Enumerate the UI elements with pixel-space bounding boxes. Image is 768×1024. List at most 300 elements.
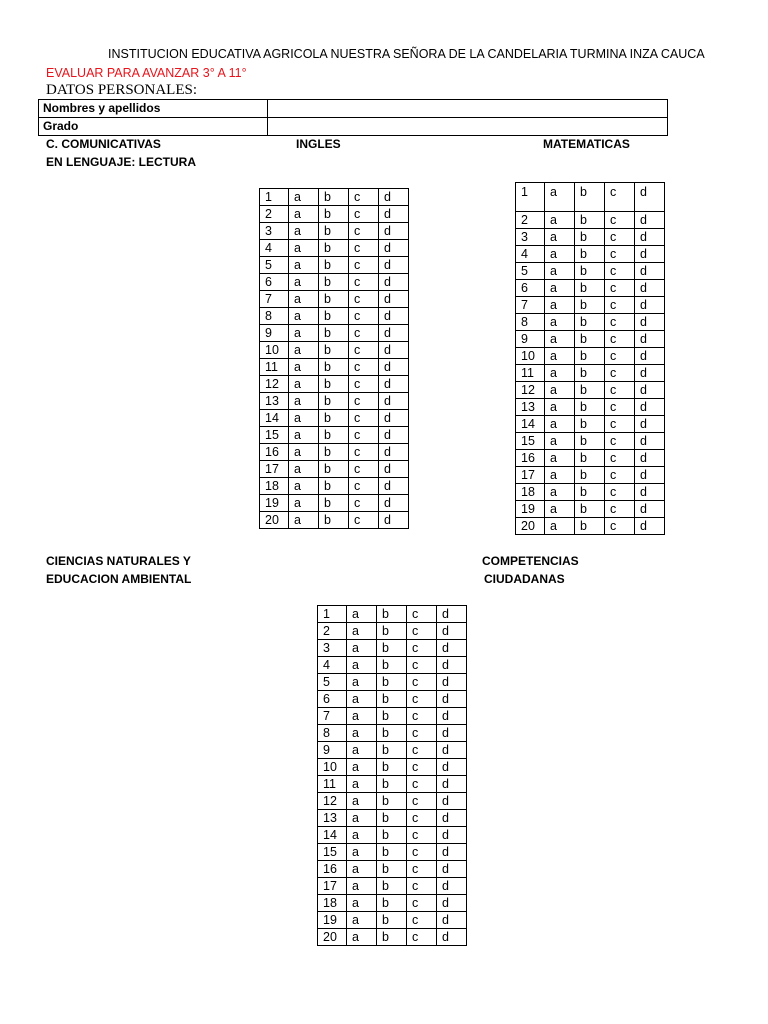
answer-option-a[interactable]: a	[347, 861, 377, 878]
answer-option-c[interactable]: c	[349, 393, 379, 410]
answer-option-b[interactable]: b	[575, 212, 605, 229]
answer-option-d[interactable]: d	[379, 342, 409, 359]
answer-option-a[interactable]: a	[347, 844, 377, 861]
section-label-matematicas: MATEMATICAS	[543, 137, 630, 151]
answer-option-c[interactable]: c	[407, 759, 437, 776]
answer-option-c[interactable]: c	[349, 495, 379, 512]
answer-option-a[interactable]: a	[545, 280, 575, 297]
answer-option-b[interactable]: b	[575, 416, 605, 433]
answer-option-b[interactable]: b	[319, 410, 349, 427]
answer-option-a[interactable]: a	[347, 674, 377, 691]
question-number: 7	[318, 708, 347, 725]
answer-option-b[interactable]: b	[377, 674, 407, 691]
answer-option-b[interactable]: b	[377, 691, 407, 708]
answer-option-b[interactable]: b	[377, 657, 407, 674]
answer-option-b[interactable]: b	[575, 246, 605, 263]
answer-option-d[interactable]: d	[379, 308, 409, 325]
answer-option-b[interactable]: b	[319, 512, 349, 529]
question-number: 16	[318, 861, 347, 878]
answer-option-d[interactable]: d	[635, 263, 665, 280]
answer-option-d[interactable]: d	[437, 776, 467, 793]
answer-option-d[interactable]: d	[379, 376, 409, 393]
answer-option-b[interactable]: b	[319, 495, 349, 512]
question-row	[516, 280, 665, 297]
answer-option-c[interactable]: c	[407, 674, 437, 691]
answer-option-a[interactable]: a	[289, 342, 319, 359]
question-number: 9	[516, 331, 545, 348]
answer-option-c[interactable]: c	[407, 742, 437, 759]
question-row	[516, 229, 665, 246]
question-row	[318, 708, 467, 725]
answer-option-a[interactable]: a	[347, 606, 377, 623]
answer-option-d[interactable]: d	[437, 657, 467, 674]
question-number: 13	[318, 810, 347, 827]
answer-option-b[interactable]: b	[319, 359, 349, 376]
question-number: 16	[260, 444, 289, 461]
answer-option-d[interactable]: d	[379, 495, 409, 512]
answer-option-c[interactable]: c	[349, 206, 379, 223]
answer-option-d[interactable]: d	[635, 365, 665, 382]
answer-option-c[interactable]: c	[407, 827, 437, 844]
answer-option-a[interactable]: a	[545, 263, 575, 280]
answer-option-b[interactable]: b	[575, 263, 605, 280]
answer-option-c[interactable]: c	[349, 461, 379, 478]
answer-option-b[interactable]: b	[575, 314, 605, 331]
answer-option-c[interactable]: c	[349, 240, 379, 257]
answer-option-d[interactable]: d	[379, 223, 409, 240]
answer-option-b[interactable]: b	[319, 206, 349, 223]
answer-option-b[interactable]: b	[377, 895, 407, 912]
question-number: 12	[516, 382, 545, 399]
answer-option-c[interactable]: c	[407, 912, 437, 929]
answer-option-d[interactable]: d	[635, 433, 665, 450]
answer-option-a[interactable]: a	[347, 708, 377, 725]
question-row	[260, 376, 409, 393]
grade-field[interactable]	[268, 118, 668, 136]
answer-option-a[interactable]: a	[545, 416, 575, 433]
answer-option-a[interactable]: a	[545, 382, 575, 399]
answer-option-a[interactable]: a	[545, 229, 575, 246]
answer-option-c[interactable]: c	[605, 246, 635, 263]
answer-option-d[interactable]: d	[437, 640, 467, 657]
answer-option-a[interactable]: a	[347, 878, 377, 895]
answer-option-b[interactable]: b	[319, 274, 349, 291]
answer-option-d[interactable]: d	[437, 861, 467, 878]
personal-data-table	[38, 99, 668, 136]
question-number: 5	[318, 674, 347, 691]
answer-option-b[interactable]: b	[377, 793, 407, 810]
answer-option-c[interactable]: c	[407, 640, 437, 657]
answer-option-b[interactable]: b	[377, 742, 407, 759]
answer-option-b[interactable]: b	[377, 827, 407, 844]
answer-option-a[interactable]: a	[545, 331, 575, 348]
answer-option-c[interactable]: c	[605, 331, 635, 348]
answer-sheet-ciencias	[317, 605, 467, 946]
answer-option-d[interactable]: d	[379, 274, 409, 291]
answer-option-a[interactable]: a	[347, 895, 377, 912]
question-number: 9	[260, 325, 289, 342]
question-row	[318, 912, 467, 929]
answer-option-a[interactable]: a	[289, 325, 319, 342]
answer-option-a[interactable]: a	[545, 450, 575, 467]
question-number: 5	[516, 263, 545, 280]
answer-option-d[interactable]: d	[437, 691, 467, 708]
question-number: 14	[260, 410, 289, 427]
answer-option-d[interactable]: d	[635, 297, 665, 314]
answer-option-c[interactable]: c	[605, 501, 635, 518]
answer-option-d[interactable]: d	[379, 325, 409, 342]
answer-option-d[interactable]: d	[437, 929, 467, 946]
answer-option-a[interactable]: a	[545, 501, 575, 518]
answer-option-d[interactable]: d	[635, 416, 665, 433]
answer-option-d[interactable]: d	[379, 189, 409, 206]
answer-option-c[interactable]: c	[349, 512, 379, 529]
answer-option-c[interactable]: c	[407, 606, 437, 623]
answer-option-d[interactable]: d	[437, 674, 467, 691]
answer-option-b[interactable]: b	[319, 478, 349, 495]
question-row	[260, 308, 409, 325]
answer-option-b[interactable]: b	[575, 229, 605, 246]
answer-option-a[interactable]: a	[347, 912, 377, 929]
answer-option-d[interactable]: d	[379, 478, 409, 495]
answer-option-a[interactable]: a	[545, 246, 575, 263]
answer-option-c[interactable]: c	[605, 484, 635, 501]
answer-option-c[interactable]: c	[349, 308, 379, 325]
question-number: 2	[318, 623, 347, 640]
answer-option-d[interactable]: d	[379, 291, 409, 308]
answer-option-a[interactable]: a	[289, 393, 319, 410]
answer-option-b[interactable]: b	[575, 365, 605, 382]
question-number: 13	[260, 393, 289, 410]
answer-option-b[interactable]: b	[319, 308, 349, 325]
answer-option-b[interactable]: b	[377, 844, 407, 861]
answer-option-d[interactable]: d	[437, 606, 467, 623]
answer-option-b[interactable]: b	[575, 501, 605, 518]
answer-option-c[interactable]: c	[605, 212, 635, 229]
question-row	[516, 263, 665, 280]
answer-option-a[interactable]: a	[545, 399, 575, 416]
question-number: 16	[516, 450, 545, 467]
answer-option-b[interactable]: b	[575, 382, 605, 399]
answer-option-b[interactable]: b	[319, 325, 349, 342]
answer-option-d[interactable]: d	[437, 827, 467, 844]
answer-option-b[interactable]: b	[377, 861, 407, 878]
answer-option-c[interactable]: c	[605, 518, 635, 535]
question-number: 7	[516, 297, 545, 314]
question-number: 13	[516, 399, 545, 416]
answer-option-a[interactable]: a	[347, 759, 377, 776]
question-row	[318, 657, 467, 674]
answer-option-a[interactable]: a	[289, 223, 319, 240]
answer-option-d[interactable]: d	[437, 759, 467, 776]
answer-option-a[interactable]: a	[347, 929, 377, 946]
answer-option-b[interactable]: b	[377, 878, 407, 895]
answer-option-c[interactable]: c	[407, 878, 437, 895]
answer-option-a[interactable]: a	[289, 240, 319, 257]
answer-option-c[interactable]: c	[349, 325, 379, 342]
answer-option-d[interactable]: d	[635, 314, 665, 331]
answer-option-a[interactable]: a	[289, 512, 319, 529]
answer-option-b[interactable]: b	[575, 433, 605, 450]
question-number: 4	[516, 246, 545, 263]
answer-option-c[interactable]: c	[605, 314, 635, 331]
question-number: 4	[318, 657, 347, 674]
answer-option-b[interactable]: b	[319, 461, 349, 478]
answer-option-b[interactable]: b	[575, 399, 605, 416]
answer-option-b[interactable]: b	[575, 297, 605, 314]
answer-option-c[interactable]: c	[349, 223, 379, 240]
answer-option-b[interactable]: b	[377, 623, 407, 640]
grade-label: Grado	[39, 118, 268, 136]
question-number: 3	[318, 640, 347, 657]
answer-option-c[interactable]: c	[605, 348, 635, 365]
answer-option-a[interactable]: a	[545, 518, 575, 535]
answer-option-d[interactable]: d	[379, 206, 409, 223]
answer-option-d[interactable]: d	[635, 450, 665, 467]
question-number: 10	[318, 759, 347, 776]
answer-option-d[interactable]: d	[379, 461, 409, 478]
section-label-ingles: INGLES	[296, 137, 341, 151]
answer-option-a[interactable]: a	[289, 308, 319, 325]
answer-option-b[interactable]: b	[319, 291, 349, 308]
question-row	[516, 484, 665, 501]
answer-option-d[interactable]: d	[635, 183, 665, 212]
question-row	[260, 223, 409, 240]
answer-option-c[interactable]: c	[407, 623, 437, 640]
question-number: 2	[260, 206, 289, 223]
question-number: 8	[516, 314, 545, 331]
answer-option-c[interactable]: c	[605, 382, 635, 399]
answer-option-a[interactable]: a	[347, 742, 377, 759]
answer-option-d[interactable]: d	[437, 742, 467, 759]
answer-option-d[interactable]: d	[635, 246, 665, 263]
answer-option-a[interactable]: a	[289, 257, 319, 274]
answer-option-c[interactable]: c	[349, 257, 379, 274]
answer-option-d[interactable]: d	[379, 427, 409, 444]
answer-option-d[interactable]: d	[635, 501, 665, 518]
question-number: 3	[260, 223, 289, 240]
answer-option-b[interactable]: b	[575, 518, 605, 535]
answer-option-a[interactable]: a	[289, 427, 319, 444]
answer-option-c[interactable]: c	[407, 861, 437, 878]
answer-option-a[interactable]: a	[545, 433, 575, 450]
answer-option-c[interactable]: c	[349, 359, 379, 376]
answer-option-b[interactable]: b	[575, 280, 605, 297]
answer-option-c[interactable]: c	[349, 291, 379, 308]
answer-option-c[interactable]: c	[605, 433, 635, 450]
answer-option-b[interactable]: b	[575, 484, 605, 501]
answer-option-c[interactable]: c	[349, 410, 379, 427]
answer-option-d[interactable]: d	[635, 382, 665, 399]
answer-option-a[interactable]: a	[289, 359, 319, 376]
answer-option-c[interactable]: c	[407, 776, 437, 793]
answer-option-c[interactable]: c	[349, 342, 379, 359]
answer-option-d[interactable]: d	[437, 878, 467, 895]
answer-option-c[interactable]: c	[605, 263, 635, 280]
answer-option-b[interactable]: b	[575, 183, 605, 212]
question-number: 17	[260, 461, 289, 478]
answer-option-d[interactable]: d	[379, 257, 409, 274]
answer-option-c[interactable]: c	[605, 297, 635, 314]
answer-option-c[interactable]: c	[407, 793, 437, 810]
answer-option-a[interactable]: a	[289, 495, 319, 512]
answer-option-a[interactable]: a	[347, 810, 377, 827]
answer-option-c[interactable]: c	[605, 229, 635, 246]
question-number: 18	[318, 895, 347, 912]
answer-option-a[interactable]: a	[347, 623, 377, 640]
answer-option-a[interactable]: a	[347, 691, 377, 708]
answer-option-c[interactable]: c	[407, 810, 437, 827]
answer-option-a[interactable]: a	[289, 206, 319, 223]
answer-option-d[interactable]: d	[437, 623, 467, 640]
answer-option-b[interactable]: b	[377, 759, 407, 776]
answer-option-c[interactable]: c	[349, 427, 379, 444]
answer-option-d[interactable]: d	[437, 844, 467, 861]
answer-option-d[interactable]: d	[635, 280, 665, 297]
answer-option-a[interactable]: a	[289, 478, 319, 495]
answer-option-b[interactable]: b	[377, 810, 407, 827]
answer-option-b[interactable]: b	[377, 929, 407, 946]
answer-option-a[interactable]: a	[545, 297, 575, 314]
answer-option-a[interactable]: a	[289, 274, 319, 291]
answer-option-d[interactable]: d	[437, 793, 467, 810]
answer-option-c[interactable]: c	[349, 274, 379, 291]
answer-option-c[interactable]: c	[407, 708, 437, 725]
answer-option-d[interactable]: d	[437, 912, 467, 929]
answer-option-c[interactable]: c	[407, 725, 437, 742]
question-number: 9	[318, 742, 347, 759]
answer-option-a[interactable]: a	[347, 725, 377, 742]
answer-option-b[interactable]: b	[319, 257, 349, 274]
answer-option-d[interactable]: d	[635, 484, 665, 501]
answer-option-b[interactable]: b	[319, 223, 349, 240]
answer-option-b[interactable]: b	[377, 725, 407, 742]
answer-option-a[interactable]: a	[545, 484, 575, 501]
answer-option-d[interactable]: d	[379, 359, 409, 376]
answer-option-b[interactable]: b	[319, 342, 349, 359]
question-row	[516, 450, 665, 467]
answer-option-d[interactable]: d	[379, 240, 409, 257]
question-number: 14	[318, 827, 347, 844]
answer-option-d[interactable]: d	[635, 229, 665, 246]
answer-option-c[interactable]: c	[605, 280, 635, 297]
answer-option-d[interactable]: d	[635, 348, 665, 365]
answer-option-b[interactable]: b	[575, 450, 605, 467]
question-number: 12	[260, 376, 289, 393]
answer-option-a[interactable]: a	[289, 444, 319, 461]
answer-option-a[interactable]: a	[545, 348, 575, 365]
answer-option-b[interactable]: b	[377, 640, 407, 657]
institution-title: INSTITUCION EDUCATIVA AGRICOLA NUESTRA SEÑORA DE LA CANDELARIA TURMINA INZA CAUCA	[108, 47, 705, 61]
answer-option-c[interactable]: c	[407, 657, 437, 674]
answer-option-b[interactable]: b	[319, 444, 349, 461]
answer-option-b[interactable]: b	[319, 427, 349, 444]
answer-option-a[interactable]: a	[545, 467, 575, 484]
answer-option-a[interactable]: a	[347, 657, 377, 674]
answer-option-c[interactable]: c	[349, 444, 379, 461]
answer-option-b[interactable]: b	[377, 912, 407, 929]
name-field[interactable]	[268, 100, 668, 118]
question-row	[516, 365, 665, 382]
question-number: 8	[260, 308, 289, 325]
question-number: 1	[516, 183, 545, 212]
answer-option-b[interactable]: b	[575, 467, 605, 484]
answer-option-b[interactable]: b	[319, 189, 349, 206]
answer-option-c[interactable]: c	[605, 399, 635, 416]
question-row	[260, 478, 409, 495]
question-row	[260, 291, 409, 308]
answer-option-c[interactable]: c	[605, 416, 635, 433]
answer-option-d[interactable]: d	[635, 399, 665, 416]
answer-option-a[interactable]: a	[347, 827, 377, 844]
answer-option-b[interactable]: b	[319, 376, 349, 393]
answer-option-b[interactable]: b	[575, 331, 605, 348]
answer-option-d[interactable]: d	[379, 444, 409, 461]
answer-option-c[interactable]: c	[349, 376, 379, 393]
answer-option-a[interactable]: a	[289, 410, 319, 427]
answer-option-b[interactable]: b	[377, 776, 407, 793]
answer-option-b[interactable]: b	[319, 393, 349, 410]
section-label-ciencias-1: CIENCIAS NATURALES Y	[46, 554, 191, 568]
answer-option-c[interactable]: c	[349, 189, 379, 206]
answer-option-c[interactable]: c	[605, 365, 635, 382]
answer-option-a[interactable]: a	[347, 793, 377, 810]
answer-option-d[interactable]: d	[437, 725, 467, 742]
question-number: 15	[318, 844, 347, 861]
answer-option-a[interactable]: a	[545, 183, 575, 212]
answer-option-b[interactable]: b	[377, 606, 407, 623]
answer-option-c[interactable]: c	[407, 844, 437, 861]
answer-option-a[interactable]: a	[289, 291, 319, 308]
answer-option-b[interactable]: b	[319, 240, 349, 257]
answer-option-d[interactable]: d	[437, 895, 467, 912]
answer-option-d[interactable]: d	[379, 393, 409, 410]
answer-option-c[interactable]: c	[349, 478, 379, 495]
answer-option-c[interactable]: c	[407, 895, 437, 912]
answer-option-d[interactable]: d	[635, 467, 665, 484]
answer-option-a[interactable]: a	[289, 376, 319, 393]
question-number: 6	[260, 274, 289, 291]
answer-option-d[interactable]: d	[635, 518, 665, 535]
question-row	[318, 810, 467, 827]
answer-option-a[interactable]: a	[545, 212, 575, 229]
answer-option-a[interactable]: a	[289, 461, 319, 478]
answer-option-a[interactable]: a	[545, 365, 575, 382]
answer-option-d[interactable]: d	[635, 331, 665, 348]
answer-option-d[interactable]: d	[437, 708, 467, 725]
answer-option-c[interactable]: c	[605, 450, 635, 467]
answer-option-d[interactable]: d	[437, 810, 467, 827]
answer-option-a[interactable]: a	[545, 314, 575, 331]
answer-option-c[interactable]: c	[605, 183, 635, 212]
answer-option-b[interactable]: b	[377, 708, 407, 725]
answer-option-b[interactable]: b	[575, 348, 605, 365]
question-number: 6	[516, 280, 545, 297]
answer-option-c[interactable]: c	[605, 467, 635, 484]
answer-option-d[interactable]: d	[379, 410, 409, 427]
answer-option-c[interactable]: c	[407, 929, 437, 946]
question-number: 18	[516, 484, 545, 501]
answer-option-d[interactable]: d	[379, 512, 409, 529]
answer-option-a[interactable]: a	[347, 640, 377, 657]
question-row	[260, 189, 409, 206]
question-row	[260, 257, 409, 274]
answer-option-a[interactable]: a	[347, 776, 377, 793]
answer-option-c[interactable]: c	[407, 691, 437, 708]
answer-option-a[interactable]: a	[289, 189, 319, 206]
question-row	[260, 444, 409, 461]
answer-option-d[interactable]: d	[635, 212, 665, 229]
